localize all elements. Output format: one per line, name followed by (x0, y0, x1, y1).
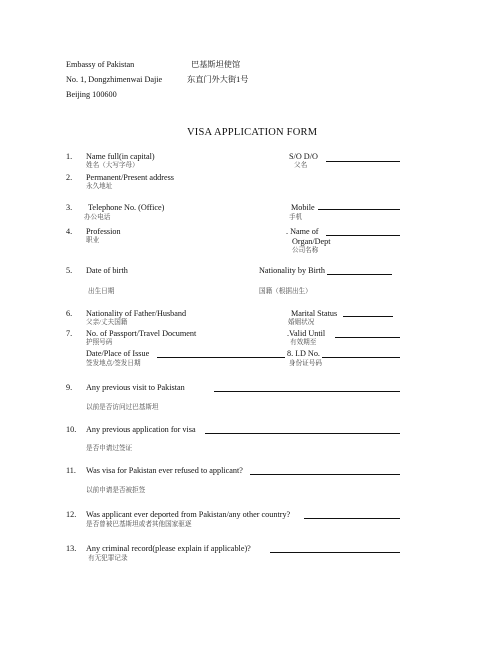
previous-application-input-line[interactable] (205, 433, 400, 434)
field-1-right-label: S/O D/O (289, 152, 318, 161)
field-5-number: 5. (66, 266, 73, 275)
field-5-label: Date of birth (86, 266, 128, 275)
field-9-number: 9. (66, 383, 73, 392)
field-6-right-label: Marital Status (291, 309, 338, 318)
field-2-label-cn: 永久地址 (86, 183, 113, 190)
field-4-right-label: . Name of (286, 227, 319, 236)
address-cn: 东直门外大街1号 (187, 75, 249, 84)
deported-input-line[interactable] (304, 518, 400, 519)
issue-date-place-input-line[interactable] (157, 357, 285, 358)
field-6-label: Nationality of Father/Husband (86, 309, 187, 318)
previous-visit-input-line[interactable] (214, 391, 400, 392)
id-number-input-line[interactable] (322, 357, 400, 358)
criminal-record-input-line[interactable] (270, 552, 400, 553)
field-11-label: Was visa for Pakistan ever refused to applicant? (86, 466, 243, 475)
field-5-right-label-cn: 国籍（根据出生） (259, 288, 312, 295)
field-5-right-label: Nationality by Birth (259, 266, 325, 275)
field-1-label-cn: 姓名（大写字母） (86, 162, 139, 169)
field-6-number: 6. (66, 309, 73, 318)
field-7-issue-label: Date/Place of Issue (86, 349, 150, 358)
embassy-name-en: Embassy of Pakistan (66, 60, 135, 69)
field-3-right-label: Mobile (291, 203, 315, 212)
field-4-label-cn: 职业 (86, 237, 100, 244)
field-11-label-cn: 以前申请是否被拒签 (86, 487, 146, 494)
field-4-number: 4. (66, 227, 73, 236)
field-13-number: 13. (66, 544, 77, 553)
field-11-number: 11. (66, 466, 76, 475)
mobile-input-line[interactable] (318, 209, 400, 210)
form-title: VISA APPLICATION FORM (187, 127, 318, 138)
field-12-number: 12. (66, 510, 77, 519)
field-7-right-label-cn: 有效期至 (290, 339, 317, 346)
field-2-label: Permanent/Present address (86, 173, 174, 182)
father-name-input-line[interactable] (326, 161, 400, 162)
visa-refused-input-line[interactable] (250, 474, 400, 475)
field-3-right-label-cn: 手机 (289, 214, 303, 221)
field-1-label: Name full(in capital) (86, 152, 155, 161)
city-postcode: Beijing 100600 (66, 90, 117, 99)
field-7-label: No. of Passport/Travel Document (86, 329, 197, 338)
field-2-number: 2. (66, 173, 73, 182)
field-12-label: Was applicant ever deported from Pakistan/any other country? (86, 510, 291, 519)
field-10-label: Any previous application for visa (86, 425, 196, 434)
address-en: No. 1, Dongzhimenwai Dajie (66, 75, 163, 84)
field-1-right-label-cn: 父名 (294, 162, 308, 169)
field-7-right-label: .Valid Until (287, 329, 326, 338)
field-13-label: Any criminal record(please explain if applicable)? (86, 544, 251, 553)
nationality-input-line[interactable] (327, 274, 392, 275)
field-6-right-label-cn: 婚姻状况 (288, 319, 315, 326)
field-7-number: 7. (66, 329, 73, 338)
passport-valid-until-input-line[interactable] (335, 337, 400, 338)
field-4-right-label-2: Organ/Dept (292, 237, 331, 246)
field-9-label: Any previous visit to Pakistan (86, 383, 185, 392)
field-4-label: Profession (86, 227, 121, 236)
field-10-label-cn: 是否申请过签证 (86, 445, 133, 452)
embassy-name-cn: 巴基斯坦使馆 (191, 60, 241, 69)
field-10-number: 10. (66, 425, 77, 434)
field-6-label-cn: 父亲/丈夫国籍 (86, 319, 128, 326)
field-12-label-cn: 是否曾被巴基斯坦或者其他国家驱逐 (86, 521, 192, 528)
field-8-label-cn: 身份证号码 (289, 360, 322, 367)
field-1-number: 1. (66, 152, 73, 161)
organization-input-line[interactable] (326, 235, 400, 236)
field-7-label-cn: 护照号码 (86, 339, 113, 346)
field-8-label: 8. I.D No. (287, 349, 320, 358)
field-9-label-cn: 以前是否访问过巴基斯坦 (86, 404, 159, 411)
field-3-label-cn: 办公电话 (84, 214, 111, 221)
field-5-label-cn: 出生日期 (88, 288, 115, 295)
marital-status-input-line[interactable] (343, 316, 393, 317)
field-3-label: Telephone No. (Office) (88, 203, 165, 212)
field-4-right-label-cn: 公司名称 (292, 247, 319, 254)
field-3-number: 3. (66, 203, 73, 212)
field-7-issue-label-cn: 签发地点/签发日期 (86, 360, 141, 367)
field-13-label-cn: 有无犯罪记录 (88, 555, 128, 562)
